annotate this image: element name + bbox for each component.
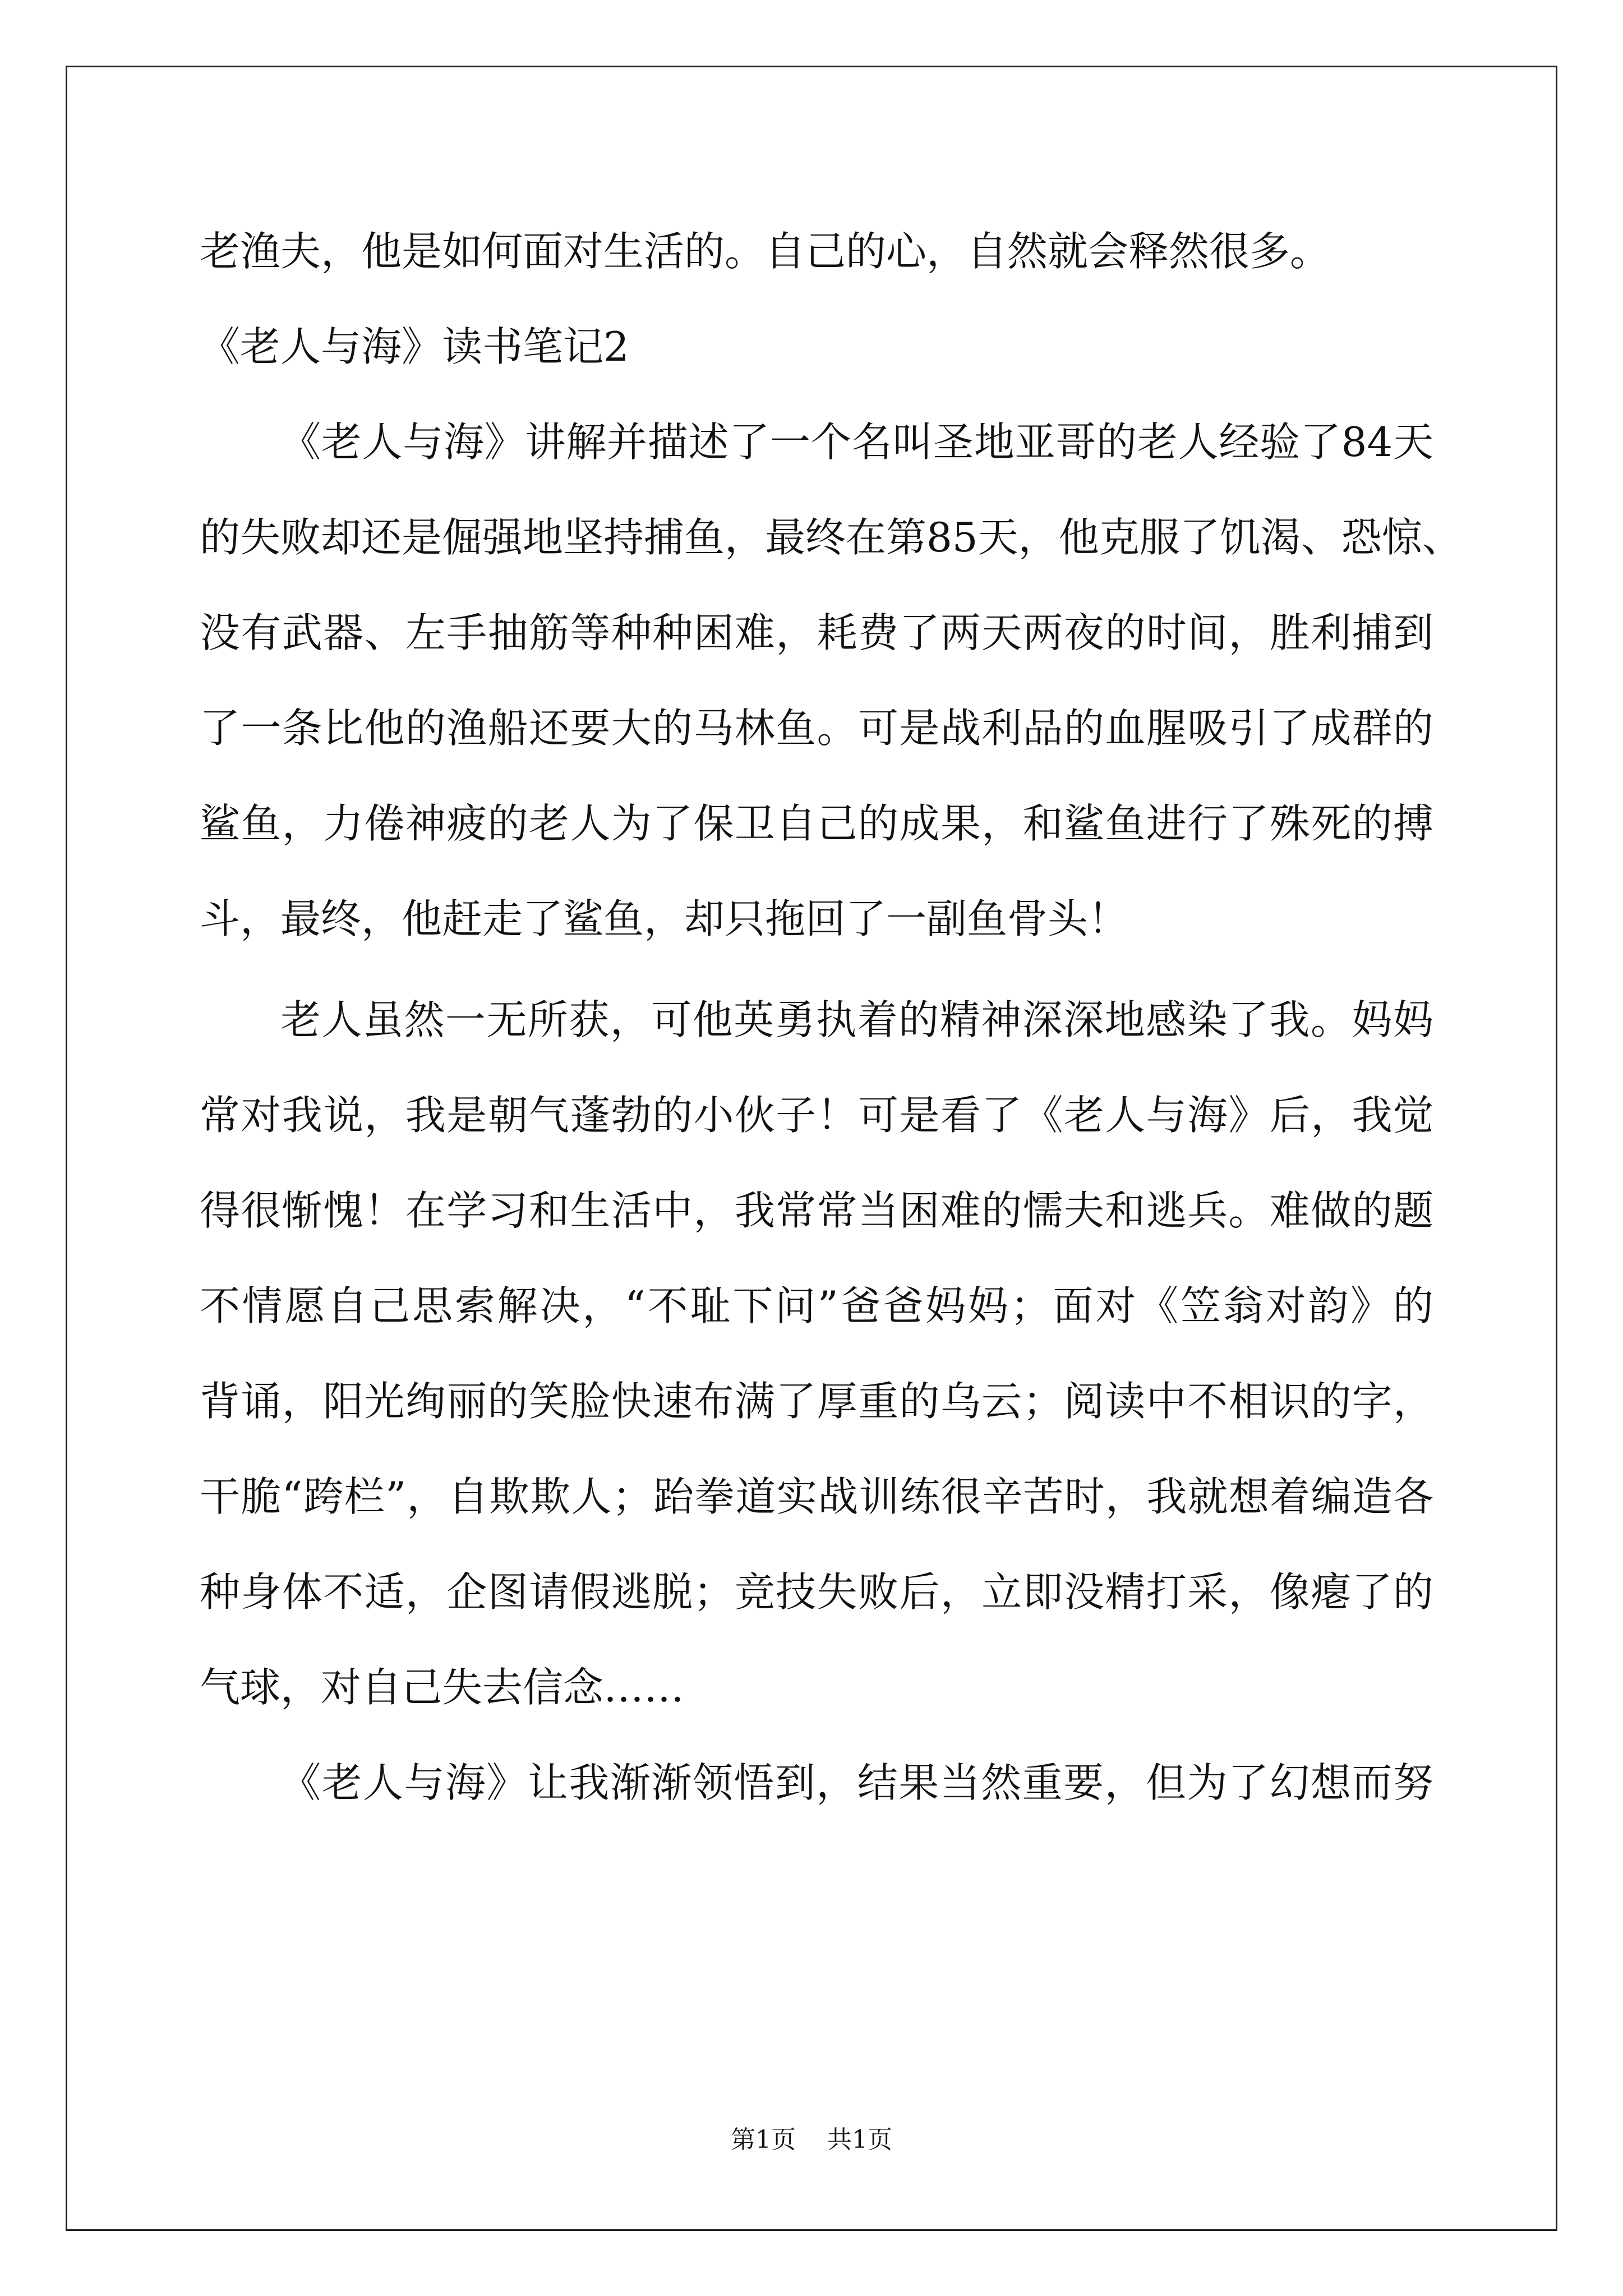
paragraph-2-line-4: 不情愿自己思索解决，“不耻下问”爸爸妈妈；面对《笠翁对韵》的 xyxy=(200,1282,1433,1329)
page-number-current: 第1页 xyxy=(731,2125,796,2154)
paragraph-1-line-5: 鲨鱼，力倦神疲的老人为了保卫自己的成果，和鲨鱼进行了殊死的搏 xyxy=(200,800,1433,847)
paragraph-1-line-3: 没有武器、左手抽筋等种种困难，耗费了两天两夜的时间，胜利捕到 xyxy=(200,609,1433,656)
body-line-continuation: 老渔夫，他是如何面对生活的。自己的心，自然就会释然很多。 xyxy=(200,228,1331,275)
paragraph-1-line-2: 的失败却还是倔强地坚持捕鱼，最终在第85天，他克服了饥渴、恐惊、 xyxy=(200,514,1463,561)
paragraph-2-line-3: 得很惭愧！在学习和生活中，我常常当困难的懦夫和逃兵。难做的题 xyxy=(200,1187,1433,1234)
page-footer xyxy=(0,2123,1623,2157)
paragraph-1-line-4: 了一条比他的渔船还要大的马林鱼。可是战利品的血腥吸引了成群的 xyxy=(200,705,1433,752)
paragraph-2-line-8: 气球，对自己失去信念…… xyxy=(200,1664,685,1711)
page-number-total: 共1页 xyxy=(827,2125,892,2154)
paragraph-1-line-6: 斗，最终，他赶走了鲨鱼，却只拖回了一副鱼骨头！ xyxy=(200,895,1129,942)
paragraph-2-line-1: 老人虽然一无所获，可他英勇执着的精神深深地感染了我。妈妈 xyxy=(280,996,1433,1043)
paragraph-1-line-1: 《老人与海》讲解并描述了一个名叫圣地亚哥的老人经验了84天 xyxy=(280,418,1433,466)
page-border xyxy=(66,66,1557,2231)
paragraph-2-line-2: 常对我说，我是朝气蓬勃的小伙子！可是看了《老人与海》后，我觉 xyxy=(200,1092,1433,1139)
paragraph-2-line-7: 种身体不适，企图请假逃脱；竞技失败后，立即没精打采，像瘪了的 xyxy=(200,1568,1433,1616)
paragraph-2-line-6: 干脆“跨栏”，自欺欺人；跆拳道实战训练很辛苦时，我就想着编造各 xyxy=(200,1473,1433,1520)
section-title: 《老人与海》读书笔记2 xyxy=(200,323,629,370)
paragraph-2-line-5: 背诵，阳光绚丽的笑脸快速布满了厚重的乌云；阅读中不相识的字， xyxy=(200,1378,1433,1425)
paragraph-3-line-1: 《老人与海》让我渐渐领悟到，结果当然重要，但为了幻想而努 xyxy=(280,1759,1433,1806)
